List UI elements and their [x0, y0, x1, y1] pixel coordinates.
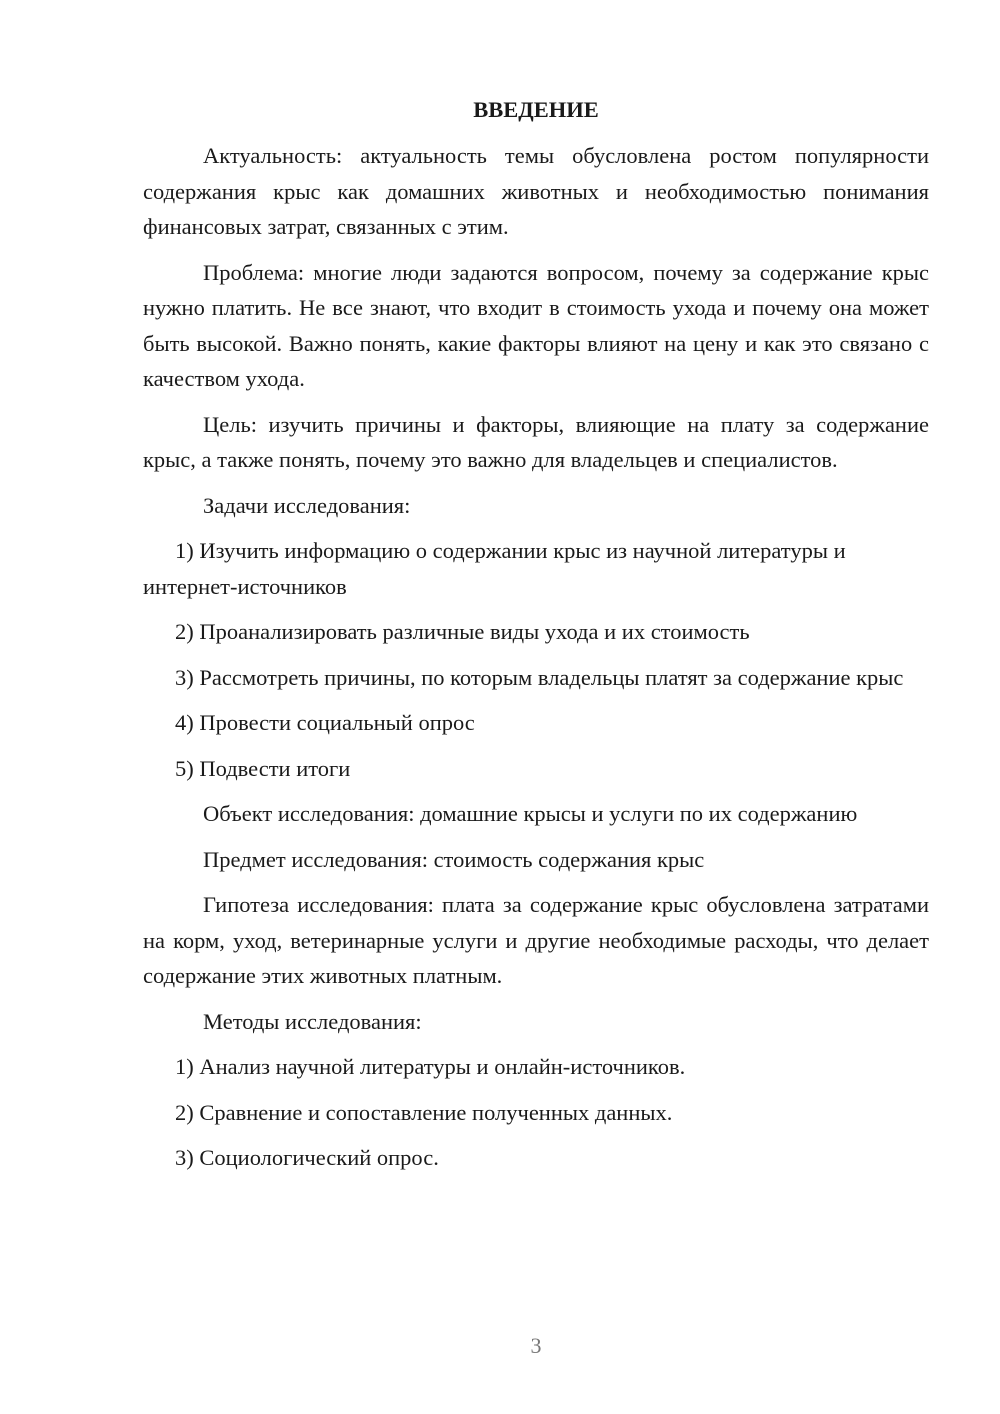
page-number: 3 — [530, 1333, 542, 1358]
page-body — [143, 92, 929, 1176]
tasks-heading: Задачи исследования: — [203, 492, 411, 518]
problem-paragraph: Проблема: многие люди задаются вопросом, почему за содержание крыс нужно платить. Не все знают, что входит в стоимость ухода и почему она может быть высокой. Важно понять, какие факторы влияют на цену и как это связано с качеством ухода. — [143, 259, 929, 391]
task-item: 3) Рассмотреть причины, по которым владельцы платят за содержание крыс — [175, 664, 904, 690]
hypothesis-paragraph: Гипотеза исследования: плата за содержание крыс обусловлена затратами на корм, уход, ветеринарные услуги и другие необходимые расходы, что делает содержание этих животных платным. — [143, 892, 929, 988]
method-item: 3) Социологический опрос. — [175, 1145, 439, 1170]
object-paragraph: Объект исследования: домашние крысы и услуги по их содержанию — [203, 801, 858, 826]
task-item: 2) Проанализировать различные виды ухода и их стоимость — [175, 619, 750, 644]
goal-paragraph: Цель: изучить причины и факторы, влияющие на плату за содержание крыс, а также понять, почему это важно для владельцев и специалистов. — [143, 411, 929, 472]
method-item: 1) Анализ научной литературы и онлайн-источников. — [175, 1054, 686, 1079]
subject-paragraph: Предмет исследования: стоимость содержания крыс — [203, 846, 705, 872]
methods-heading: Методы исследования: — [203, 1008, 422, 1034]
methods-list — [143, 1049, 929, 1176]
task-item: 4) Провести социальный опрос — [175, 710, 475, 735]
document-title: ВВЕДЕНИЕ — [473, 97, 599, 122]
task-item: 1) Изучить информацию о содержании крыс из научной литературы и интернет-источников — [143, 538, 846, 599]
tasks-list — [143, 533, 929, 786]
task-item: 5) Подвести итоги — [175, 755, 351, 781]
relevance-paragraph: Актуальность: актуальность темы обусловлена ростом популярности содержания крыс как домашних животных и необходимостью понимания финансовых затрат, связанных с этим. — [143, 143, 929, 239]
method-item: 2) Сравнение и сопоставление полученных данных. — [175, 1099, 673, 1125]
